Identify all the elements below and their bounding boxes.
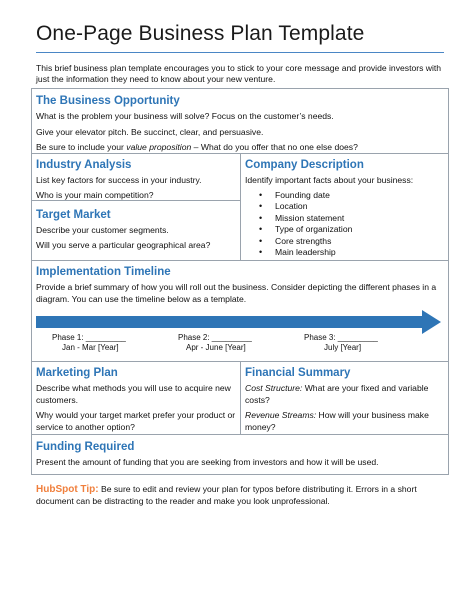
- section-implementation-timeline: [36, 265, 444, 305]
- timeline-arrow: [36, 310, 442, 334]
- phase-range: Apr - June [Year]: [186, 343, 246, 352]
- list-item: • Main leadership: [245, 247, 445, 259]
- divider: [32, 260, 448, 261]
- section-text: Present the amount of funding that you are seeking from investors and how it will be used.: [36, 457, 379, 467]
- tip-label: HubSpot Tip:: [36, 484, 99, 495]
- hubspot-tip: [36, 484, 444, 507]
- section-heading: Industry Analysis: [36, 159, 132, 171]
- timeline-phase-2: [178, 333, 298, 353]
- section-heading: Funding Required: [36, 441, 135, 453]
- phase-range: Jan - Mar [Year]: [62, 343, 119, 352]
- timeline-phase-3: [304, 333, 424, 353]
- section-heading: The Business Opportunity: [36, 95, 180, 107]
- divider: [240, 153, 241, 260]
- section-text: Describe your customer segments.: [36, 225, 169, 235]
- list-item: • Type of organization: [245, 224, 445, 236]
- timeline-phase-1: [52, 333, 172, 353]
- section-heading: Target Market: [36, 209, 111, 221]
- section-business-opportunity: [36, 94, 444, 154]
- section-financial-summary: [245, 366, 445, 433]
- section-text: Describe what methods you will use to acquire new customers.: [36, 383, 231, 405]
- list-item: • Founding date: [245, 190, 445, 202]
- section-marketing-plan: [36, 366, 238, 433]
- divider: [240, 361, 241, 434]
- section-text: What is the problem your business will solve? Focus on the customer’s needs.: [36, 111, 334, 121]
- section-heading: Implementation Timeline: [36, 266, 171, 278]
- company-facts-list: [245, 190, 445, 260]
- page-title: One-Page Business Plan Template: [36, 22, 365, 45]
- title-rule: [36, 52, 444, 53]
- divider: [32, 434, 448, 435]
- section-text: Give your elevator pitch. Be succinct, clear, and persuasive.: [36, 126, 264, 137]
- section-text: Provide a brief summary of how you will roll out the business. Consider depicting the different phases in a diagram. You can use the timeline below as a template.: [36, 282, 437, 304]
- tip-text: Be sure to edit and review your plan for typos before distributing it. Errors in a short document can be distracting to the reader and make you look unprofessional.: [36, 484, 417, 506]
- phase-label: Phase 3: _________: [304, 333, 378, 342]
- list-item: • Core strengths: [245, 236, 445, 248]
- plan-grid: [31, 88, 449, 475]
- section-text: Will you serve a particular geographical area?: [36, 239, 211, 250]
- section-company-description: [245, 158, 445, 259]
- phase-label: Phase 1: _________: [52, 333, 126, 342]
- section-heading: Financial Summary: [245, 367, 351, 379]
- section-heading: Company Description: [245, 159, 364, 171]
- phase-range: July [Year]: [324, 343, 362, 352]
- section-text: Identify important facts about your business:: [245, 175, 414, 185]
- section-funding-required: [36, 440, 444, 469]
- arrow-icon: [36, 310, 442, 334]
- section-text: Be sure to include your value proposition – What do you offer that no one else does?: [36, 142, 358, 152]
- intro-text: This brief business plan template encourages you to stick to your core message and provide investors with just the information they need to know about your new venture.: [36, 63, 442, 84]
- section-text: Who is your main competition?: [36, 189, 154, 200]
- section-industry-analysis: [36, 158, 238, 201]
- phase-label: Phase 2: _________: [178, 333, 252, 342]
- section-text: Why would your target market prefer your product or service to another option?: [36, 410, 236, 432]
- section-text: Revenue Streams: How will your business make money?: [245, 410, 429, 432]
- list-item: • Mission statement: [245, 213, 445, 225]
- section-target-market: [36, 208, 238, 251]
- section-text: List key factors for success in your industry.: [36, 175, 202, 185]
- section-text: Cost Structure: What are your fixed and variable costs?: [245, 383, 429, 405]
- list-item: • Location: [245, 201, 445, 213]
- section-heading: Marketing Plan: [36, 367, 118, 379]
